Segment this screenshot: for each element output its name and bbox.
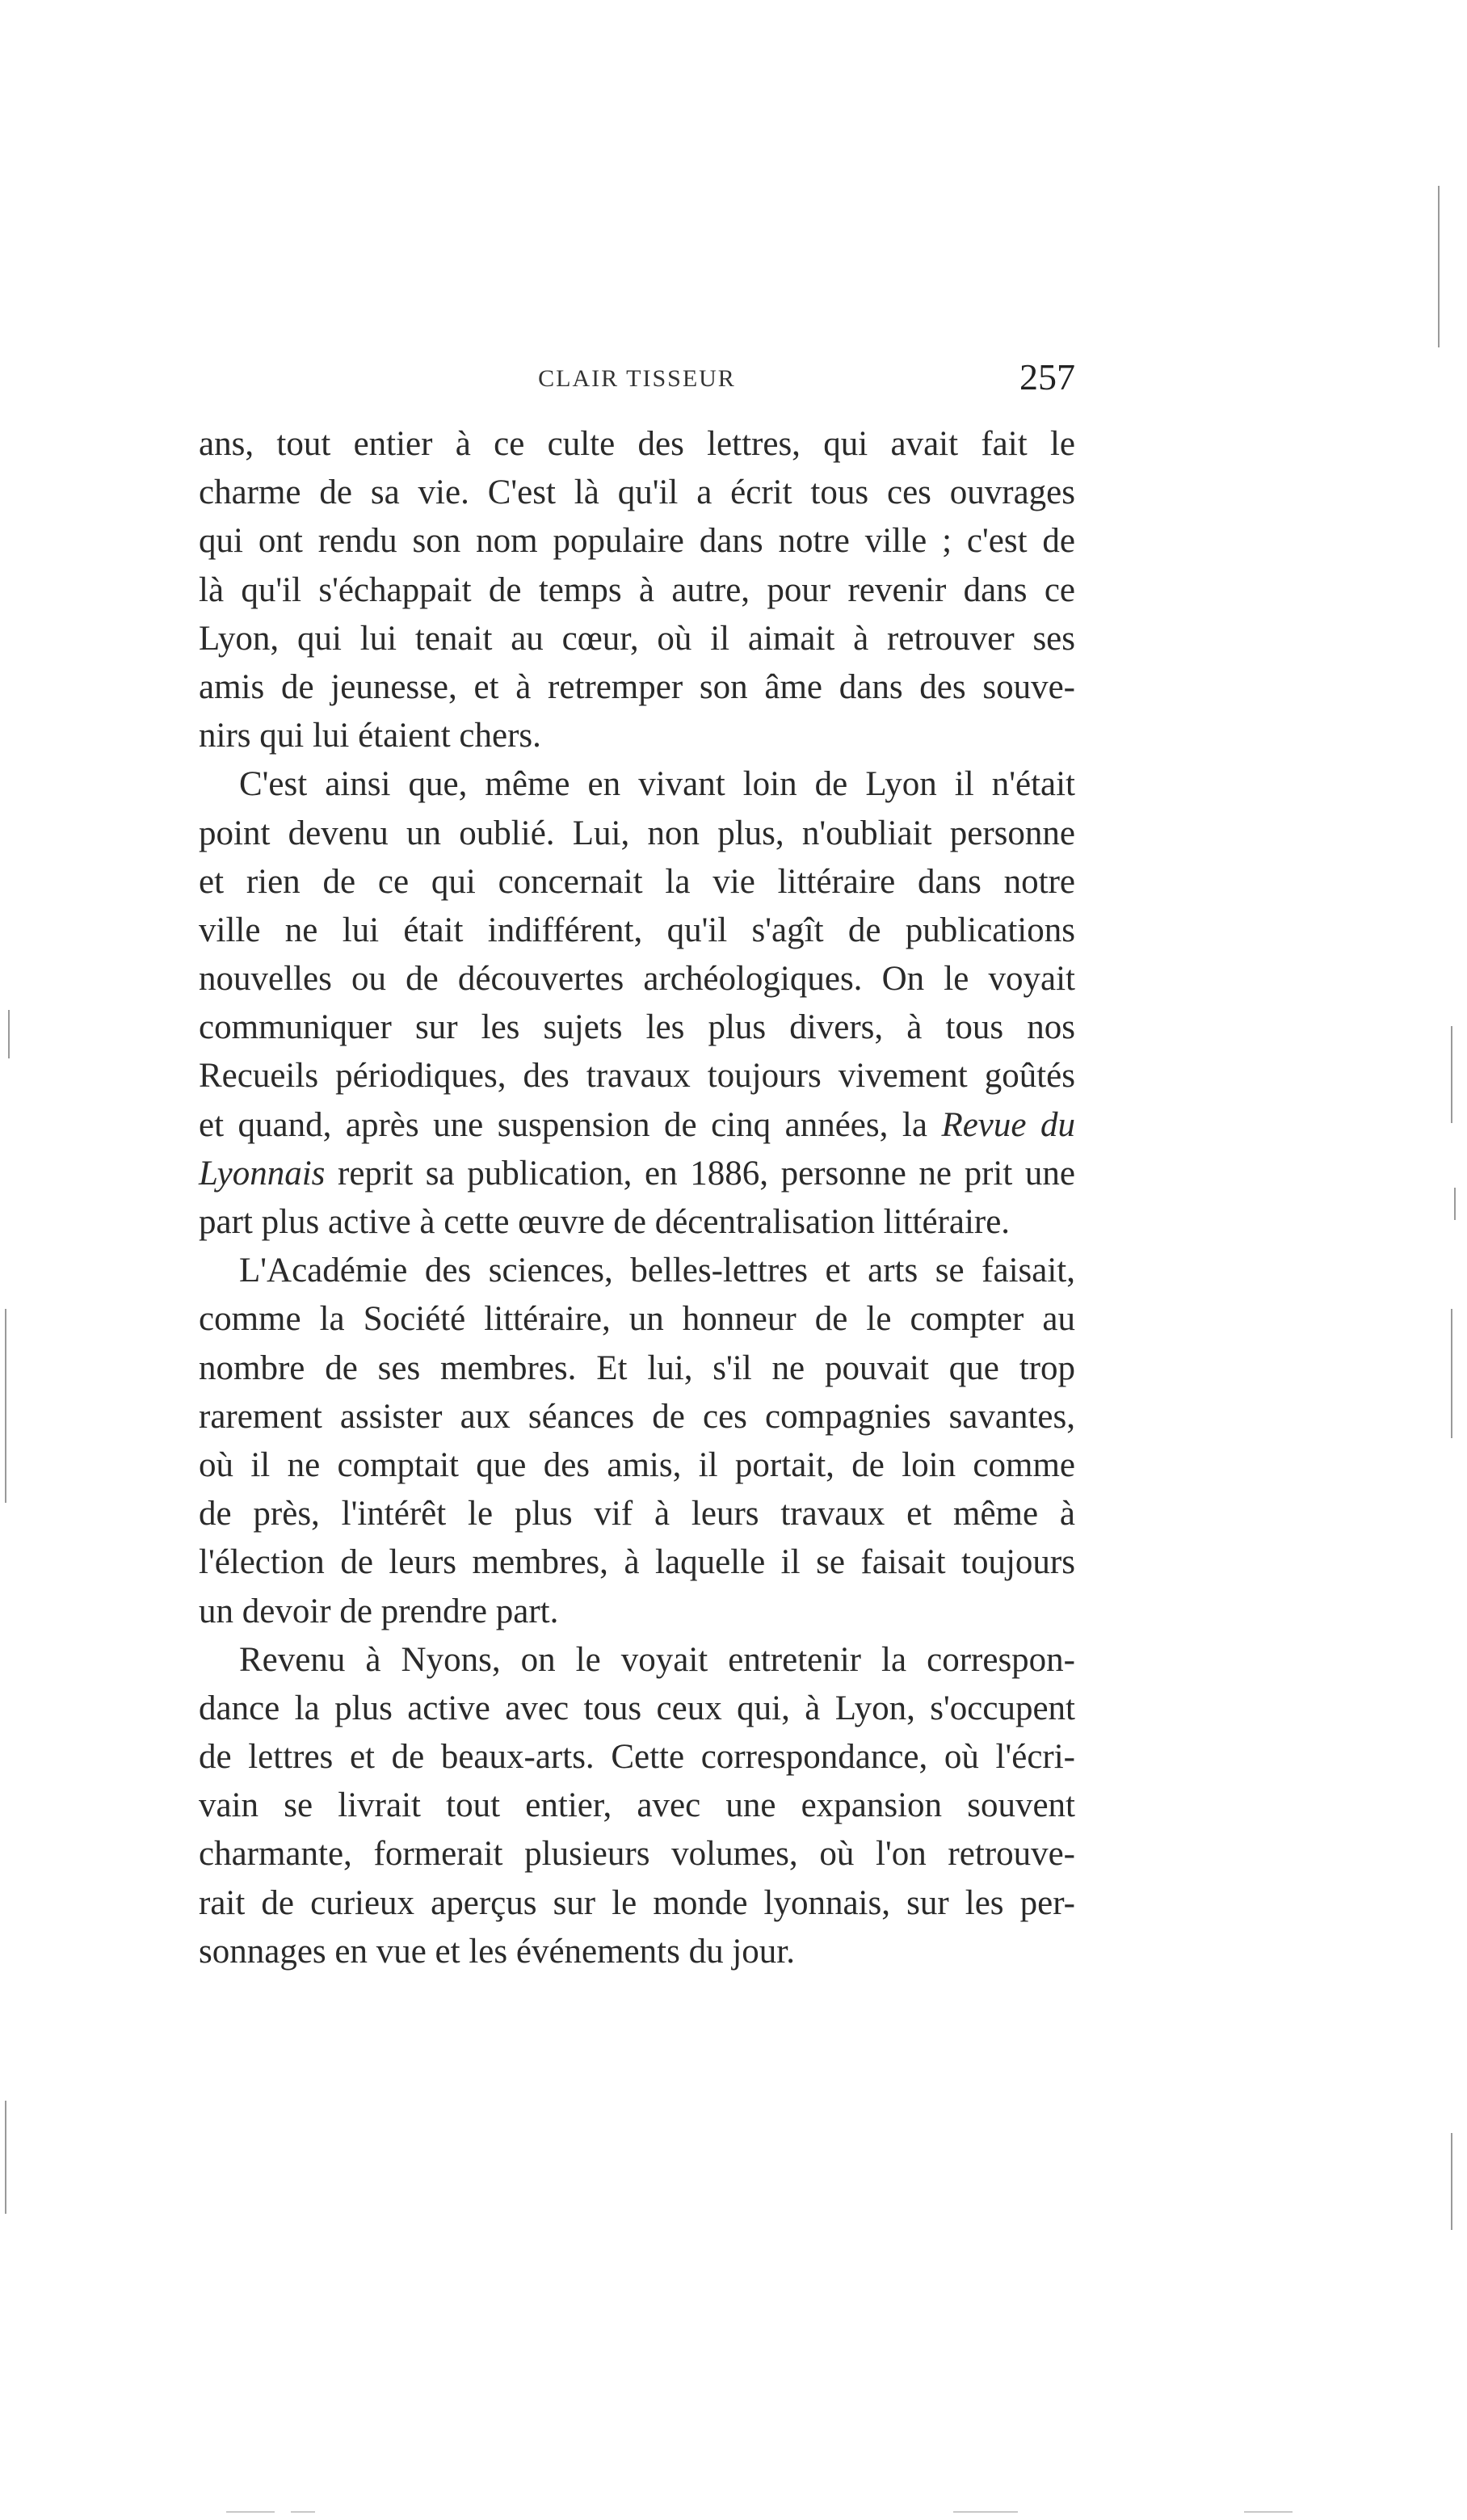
scan-edge-mark <box>291 2511 315 2513</box>
scan-edge-mark <box>1438 186 1440 347</box>
text-line: rait de curieux aperçus sur le monde lyonnais, sur les per- <box>199 1883 1075 1922</box>
scan-edge-mark <box>1451 1309 1452 1438</box>
text-line: Recueils périodiques, des travaux toujours vivement goûtés <box>199 1057 1075 1096</box>
scan-edge-mark <box>5 2101 6 2214</box>
text-line: un devoir de prendre part. <box>199 1592 559 1630</box>
text-line: dance la plus active avec tous ceux qui, à Lyon, s'occupent <box>199 1689 1075 1727</box>
text-line: de près, l'intérêt le plus vif à leurs travaux et même à <box>199 1495 1075 1533</box>
text-line: ville ne lui était indifférent, qu'il s'agît de publications <box>199 911 1075 949</box>
page-number: 257 <box>1019 356 1075 398</box>
scan-edge-mark <box>1451 1026 1452 1123</box>
text-line: nombre de ses membres. Et lui, s'il ne pouvait que trop <box>199 1348 1075 1387</box>
text-line-mixed <box>199 1150 1075 1198</box>
text-line-mixed <box>199 1101 1075 1150</box>
scan-edge-mark <box>1454 1188 1456 1220</box>
text-line: charmante, formerait plusieurs volumes, où l'on retrouve- <box>199 1835 1075 1874</box>
text-line: nouvelles ou de découvertes archéologiques. On le voyait <box>199 960 1075 999</box>
scan-edge-mark <box>8 1010 10 1058</box>
text-line: de lettres et de beaux-arts. Cette correspondance, où l'écri- <box>199 1738 1075 1777</box>
text-line: où il ne comptait que des amis, il portait, de loin comme <box>199 1445 1075 1484</box>
scan-edge-mark <box>226 2511 275 2513</box>
text-line: charme de sa vie. C'est là qu'il a écrit tous ces ouvrages <box>199 473 1075 512</box>
scan-edge-mark <box>1451 2133 1452 2230</box>
page-header <box>199 355 1075 404</box>
journal-title-italic: Lyonnais <box>199 1154 326 1193</box>
text-line: point devenu un oublié. Lui, non plus, n'oubliait personne <box>199 814 1075 852</box>
text-line: comme la Société littéraire, un honneur de le compter au <box>199 1300 1075 1339</box>
text-line: L'Académie des sciences, belles-lettres et arts se faisait, <box>239 1252 1075 1290</box>
text-segment: et quand, après une suspension de cinq années, la <box>199 1105 927 1144</box>
text-line: part plus active à cette œuvre de décentralisation littéraire. <box>199 1203 1011 1241</box>
text-line: et rien de ce qui concernait la vie littéraire dans notre <box>199 862 1075 901</box>
text-line: qui ont rendu son nom populaire dans notre ville ; c'est de <box>199 522 1075 561</box>
text-line: là qu'il s'échappait de temps à autre, pour revenir dans ce <box>199 570 1075 609</box>
text-line: sonnages en vue et les événements du jour. <box>199 1932 795 1971</box>
text-segment: reprit sa publication, en 1886, personne ne prit une <box>338 1154 1076 1193</box>
text-line: vain se livrait tout entier, avec une expansion souvent <box>199 1786 1075 1825</box>
scan-edge-mark <box>1244 2511 1293 2513</box>
running-title: CLAIR TISSEUR <box>538 365 736 392</box>
text-line: C'est ainsi que, même en vivant loin de Lyon il n'était <box>239 765 1075 804</box>
journal-title-italic: Revue du <box>941 1105 1075 1144</box>
text-line: communiquer sur les sujets les plus divers, à tous nos <box>199 1008 1075 1047</box>
body-text <box>199 420 1075 1976</box>
text-line: amis de jeunesse, et à retremper son âme dans des souve- <box>199 667 1075 706</box>
text-line: nirs qui lui étaient chers. <box>199 717 541 755</box>
scan-edge-mark <box>953 2511 1018 2513</box>
text-line: l'élection de leurs membres, à laquelle il se faisait toujours <box>199 1543 1075 1582</box>
text-line: Lyon, qui lui tenait au cœur, où il aimait à retrouver ses <box>199 619 1075 658</box>
text-line: Revenu à Nyons, on le voyait entretenir la correspon- <box>239 1640 1075 1679</box>
scan-edge-mark <box>5 1309 6 1503</box>
text-line: rarement assister aux séances de ces compagnies savantes, <box>199 1397 1075 1436</box>
text-line: ans, tout entier à ce culte des lettres, qui avait fait le <box>199 425 1075 463</box>
